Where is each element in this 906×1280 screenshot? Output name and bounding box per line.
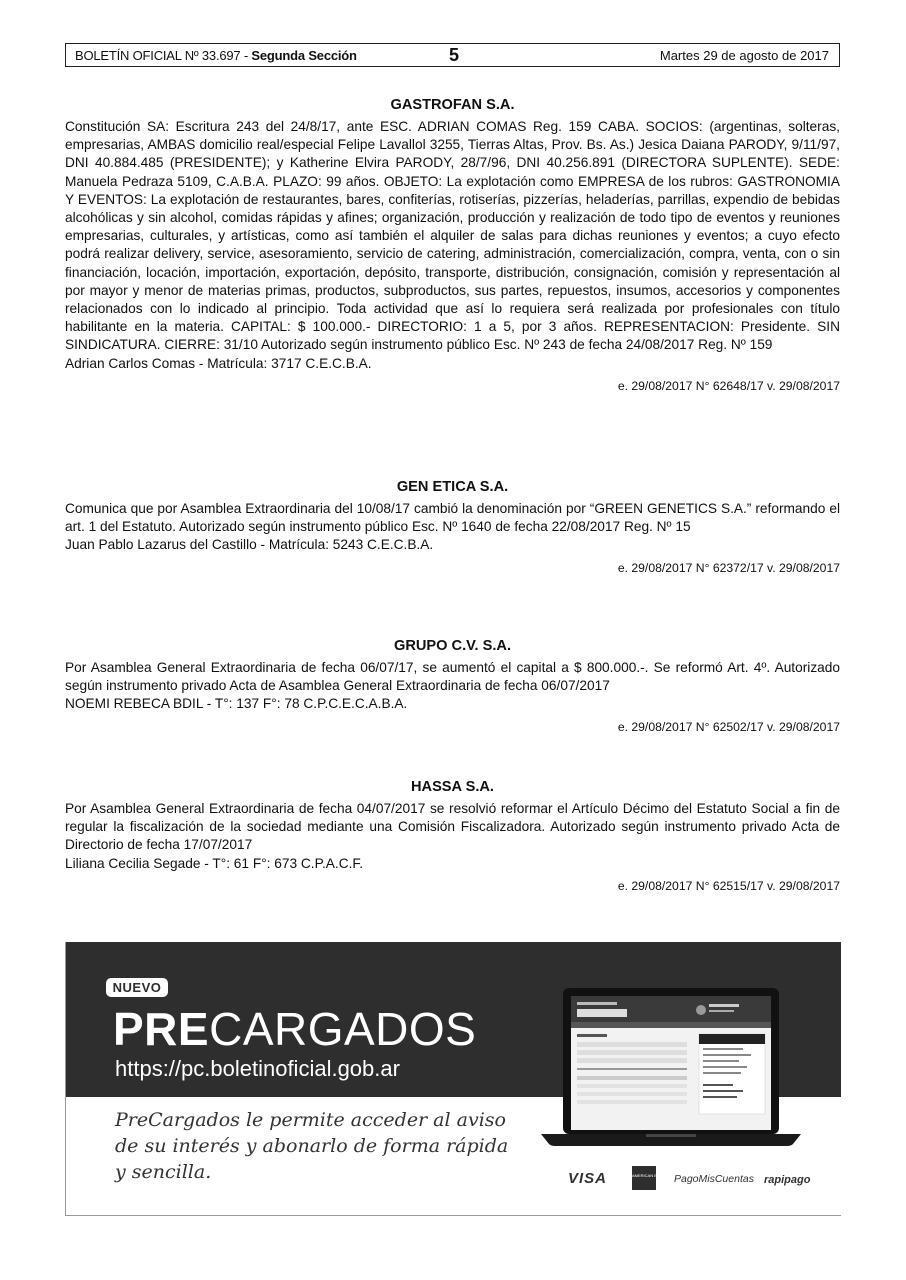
amex-logo: AMERICAN EXPRESS [632,1166,656,1190]
notice-gastrofan [65,96,840,394]
notice-title: GEN ETICA S.A. [396,479,509,495]
rapipago-logo: rapipago [764,1174,811,1186]
notice-reference: e. 29/08/2017 N° 62502/17 v. 29/08/2017 [617,719,840,734]
header-section: Segunda Sección [251,48,357,63]
notice-body: Por Asamblea General Extraordinaria de fecha 06/07/17, se aumentó el capital a $ 800.000.-. Se reformó Art. 4º. Autorizado según instrumento privado Acta de Asamblea General Extraordinaria de fecha 06/07/2017 [65,660,840,694]
notice-signature: NOEMI REBECA BDIL - T°: 137 F°: 78 C.P.C.E.C.A.B.A. [65,696,408,712]
nuevo-badge: NUEVO [106,978,168,997]
payment-logos [566,1164,836,1194]
precargados-logo [113,1002,476,1056]
notice-reference: e. 29/08/2017 N° 62648/17 v. 29/08/2017 [617,378,840,393]
notice-hassa [65,778,840,894]
notice-body: Constitución SA: Escritura 243 del 24/8/17, ante ESC. ADRIAN COMAS Reg. 159 CABA. SOCIOS: (argentinas, solteras, empresarias, AMBAS domicilio real/especial Felipe Lavallol 3255, Tierras Altas, Prov. Bs. As.) Jesica Daiana PARODY, 9/11/97, DNI 40.884.485 (PRESIDENTE); y Katherine Elvira PARODY, 28/7/96, DNI 40.256.891 (DIRECTORA SUPLENTE). SEDE: Manuela Pedraza 5109, C.A.B.A. PLAZO: 99 años. OBJETO: La explotación como EMPRESA de los rubros: GASTRONOMIA Y EVENTOS: La explotación de restaurantes, bares, confiterías, rotiserías, pizzerías, heladerías, parrillas, expendio de bebidas alcohólicas y sin alcohol, comidas rápidas y afines; organización, producción y realización de todo tipo de eventos y reuniones empresarias, culturales, y artísticas, como así también el alquiler de salas para dichas reuniones y eventos; a cuyo efecto podrá realizar delivery, service, asesoramiento, servicio de catering, administración, comercialización, compra, venta, con o sin financiación, locación, importación, exportación, depósito, transporte, distribución, consignación, comisión y representación al por mayor y menor de materias primas, productos, subproductos, sus partes, repuestos, insumos, accesorios y componentes relacionados con lo indicado al principio. Toda actividad que así lo requiera será realizada por profesionales con título habilitante en la materia. CAPITAL: $ 100.000.- DIRECTORIO: 1 a 5, por 3 años. REPRESENTACION: Presidente. SIN SINDICATURA. CIERRE: 31/10 Autorizado según instrumento público Esc. Nº 243 de fecha 24/08/2017 Reg. Nº 159 [65,119,840,353]
notice-reference: e. 29/08/2017 N° 62372/17 v. 29/08/2017 [617,560,840,575]
header-publication-number: BOLETÍN OFICIAL Nº 33.697 - [75,48,252,63]
notice-body: Comunica que por Asamblea Extraordinaria del 10/08/17 cambió la denominación por “GREEN GENETICS S.A.” reformando el art. 1 del Estatuto. Autorizado según instrumento público Esc. Nº 1640 de fecha 22/08/2017 Reg. Nº 15 [65,501,840,535]
pagomiscuentas-logo: PagoMisCuentas [674,1173,754,1185]
notice-signature: Liliana Cecilia Segade - T°: 61 F°: 673 C.P.A.C.F. [65,855,364,871]
page-header [65,43,840,67]
header-publication [75,48,357,63]
brand-cargados: CARGADOS [209,1003,477,1055]
precargados-banner[interactable] [65,942,841,1216]
page-number: 5 [449,45,460,65]
screen-nav-bar [571,1022,771,1028]
notice-body: Por Asamblea General Extraordinaria de fecha 04/07/2017 se resolvió reformar el Artículo Décimo del Estatuto Social a fin de regular la fiscalización de la sociedad mediante una Comisión Fiscalizadora. Autorizado según instrumento privado Acta de Directorio de fecha 17/07/2017 [65,801,840,853]
visa-logo: VISA [568,1170,608,1187]
banner-url-link[interactable]: https://pc.boletinoficial.gob.ar [115,1056,400,1081]
notice-title: GRUPO C.V. S.A. [393,638,512,654]
banner-tagline: PreCargados le permite acceder al aviso de su interés y abonarlo de forma rápida y sencilla. [115,1109,509,1183]
brand-pre: PRE [113,1003,210,1055]
header-date: Martes 29 de agosto de 2017 [659,48,829,63]
notice-gen-etica [65,478,840,576]
notice-title: HASSA S.A. [411,779,494,795]
notice-signature: Juan Pablo Lazarus del Castillo - Matrícula: 5243 C.E.C.B.A. [65,537,434,553]
notice-title: GASTROFAN S.A. [390,97,515,113]
notice-grupo-cv [65,637,840,735]
notice-signature: Adrian Carlos Comas - Matrícula: 3717 C.E.C.B.A. [65,355,372,371]
notice-reference: e. 29/08/2017 N° 62515/17 v. 29/08/2017 [617,878,840,893]
laptop-screenshot-illustration [541,984,801,1149]
